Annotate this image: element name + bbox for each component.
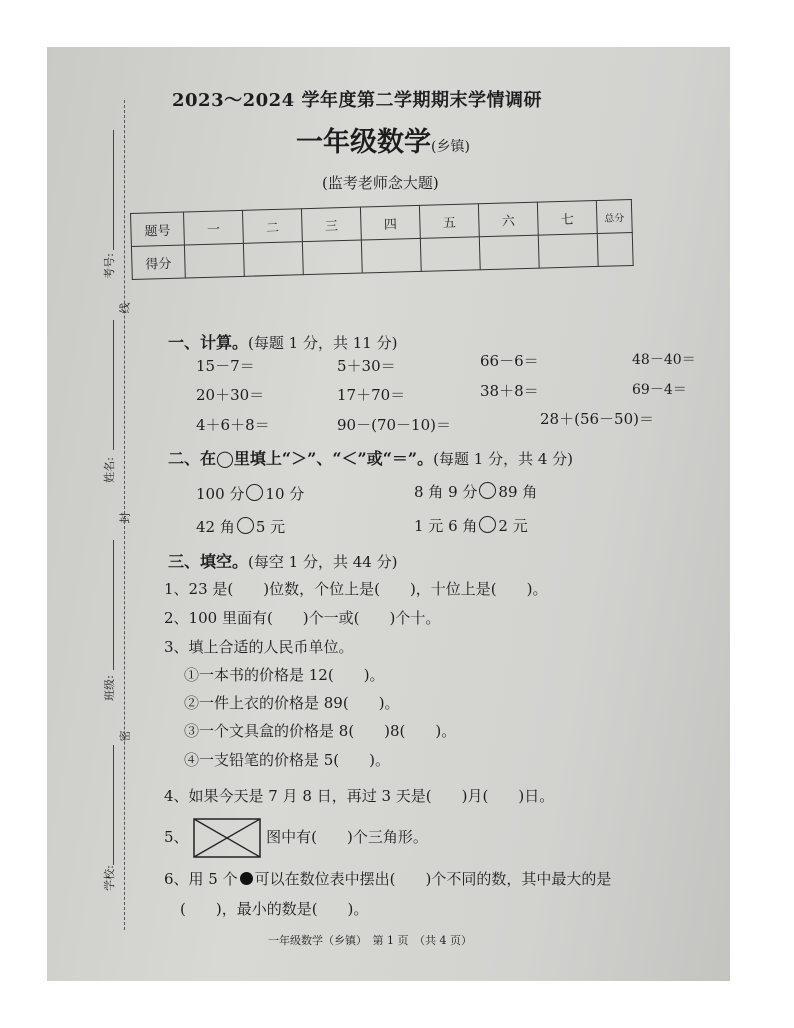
score-col: 二 <box>242 209 302 244</box>
fill-q2: 2、100 里面有( )个一或( )个十。 <box>164 609 441 627</box>
secret-char: 密 <box>118 730 132 742</box>
score-table <box>130 199 634 280</box>
compare-right: 10 分 <box>265 485 305 503</box>
section2-rule: (每题 1 分，共 4 分) <box>433 450 574 468</box>
fill-q3: 3、填上合适的人民币单位。 <box>164 638 354 656</box>
name-label: 姓名: <box>102 457 116 483</box>
compare-item <box>196 483 304 504</box>
compare-right: 2 元 <box>498 517 528 535</box>
seal-char: 封 <box>118 512 132 524</box>
score-col: 七 <box>537 200 597 235</box>
fill-q3-item: ②一件上衣的价格是 89( )。 <box>184 694 400 712</box>
exam-no-underline <box>113 130 114 250</box>
score-cell[interactable] <box>479 235 539 270</box>
proctor-note: (监考老师念大题) <box>322 174 439 192</box>
compare-item <box>196 516 285 537</box>
compare-right: 5 元 <box>255 518 286 536</box>
score-col: 六 <box>478 202 538 237</box>
section1-rule: (每题 1 分，共 11 分) <box>248 334 398 352</box>
section2-title: 二、在◯里填上“＞”、“＜”或“＝”。 <box>168 449 434 468</box>
compare-left: 8 角 9 分 <box>414 483 478 501</box>
fill-q6-part-b: 可以在数位表中摆出( )个不同的数，其中最大的是 <box>254 870 612 888</box>
section1-title: 一、计算。 <box>168 333 249 352</box>
score-cell[interactable] <box>361 238 421 273</box>
compare-left: 100 分 <box>196 485 245 503</box>
calc-item: 15－7＝ <box>196 357 255 375</box>
score-cell[interactable] <box>184 243 244 278</box>
score-col: 一 <box>183 210 243 245</box>
compare-circle[interactable] <box>246 484 263 501</box>
exam-title: 2023～2024 学年度第二学期期末学情调研 <box>172 90 542 111</box>
calc-item: 4＋6＋8＝ <box>196 416 270 434</box>
school-label: 学校: <box>102 865 116 891</box>
section3-rule: (每空 1 分，共 44 分) <box>248 553 398 571</box>
calc-item: 48－40＝ <box>632 352 696 368</box>
calc-item: 5＋30＝ <box>337 357 396 375</box>
score-col: 五 <box>419 204 479 239</box>
score-cell[interactable] <box>302 240 362 275</box>
calc-item: 90－(70－10)＝ <box>337 416 451 434</box>
calc-item: 17＋70＝ <box>337 386 406 404</box>
exam-no-label: 考号: <box>102 253 116 279</box>
fill-q3-item: ①一本书的价格是 12( )。 <box>184 666 385 684</box>
fill-q3-item: ④一支铅笔的价格是 5( )。 <box>184 751 391 769</box>
subject-suffix: (乡镇) <box>431 139 470 155</box>
compare-right: 89 角 <box>498 483 538 501</box>
bead-dot-icon <box>240 872 253 885</box>
compare-left: 1 元 6 角 <box>414 517 478 535</box>
calc-item: 20＋30＝ <box>196 386 265 404</box>
score-col-total: 总分 <box>596 199 632 233</box>
fill-q6 <box>164 868 611 889</box>
section2-heading <box>168 446 573 469</box>
score-cell[interactable] <box>597 232 633 266</box>
rectangle-diagonals-figure <box>193 818 261 858</box>
fill-q4: 4、如果今天是 7 月 8 日，再过 3 天是( )月( )日。 <box>164 787 555 805</box>
name-underline <box>113 320 114 450</box>
subject-title <box>296 120 470 159</box>
fill-q5 <box>164 818 428 858</box>
calc-item: 28＋(56－50)＝ <box>540 410 654 428</box>
fill-q1: 1、23 是( )位数，个位上是( )，十位上是( )。 <box>164 580 548 598</box>
calc-item: 38＋8＝ <box>480 382 539 400</box>
compare-circle[interactable] <box>237 517 254 534</box>
score-row2-label: 得分 <box>131 245 185 279</box>
subject-name: 一年级数学 <box>296 127 431 158</box>
fill-q5-suffix: 图中有( )个三角形。 <box>266 828 428 846</box>
compare-left: 42 角 <box>196 518 235 536</box>
class-underline <box>113 540 114 670</box>
section3-heading <box>168 549 397 572</box>
calc-item: 69－4＝ <box>632 382 687 398</box>
fill-q5-prefix: 5、 <box>164 828 189 846</box>
calc-item: 66－6＝ <box>480 352 539 370</box>
fill-q6-part-a: 6、用 5 个 <box>164 870 238 888</box>
fill-q3-item: ③一个文具盒的价格是 8( )8( )。 <box>184 722 457 740</box>
score-col: 四 <box>360 205 420 240</box>
score-cell[interactable] <box>538 233 598 268</box>
compare-item <box>414 481 537 502</box>
section1-heading <box>168 330 397 353</box>
page-footer: 一年级数学（乡镇） 第 1 页 （共 4 页） <box>268 934 472 947</box>
school-underline <box>113 745 114 865</box>
score-cell[interactable] <box>243 242 303 277</box>
section3-title: 三、填空。 <box>168 552 249 571</box>
compare-circle[interactable] <box>479 516 496 533</box>
line-char: 线 <box>118 302 132 314</box>
score-cell[interactable] <box>420 237 480 272</box>
score-row1-label: 题号 <box>131 212 185 246</box>
compare-circle[interactable] <box>479 482 496 499</box>
fill-q6-line2: ( )，最小的数是( )。 <box>180 900 369 918</box>
compare-item <box>414 515 528 536</box>
class-label: 班级: <box>102 675 116 701</box>
score-col: 三 <box>301 207 361 242</box>
